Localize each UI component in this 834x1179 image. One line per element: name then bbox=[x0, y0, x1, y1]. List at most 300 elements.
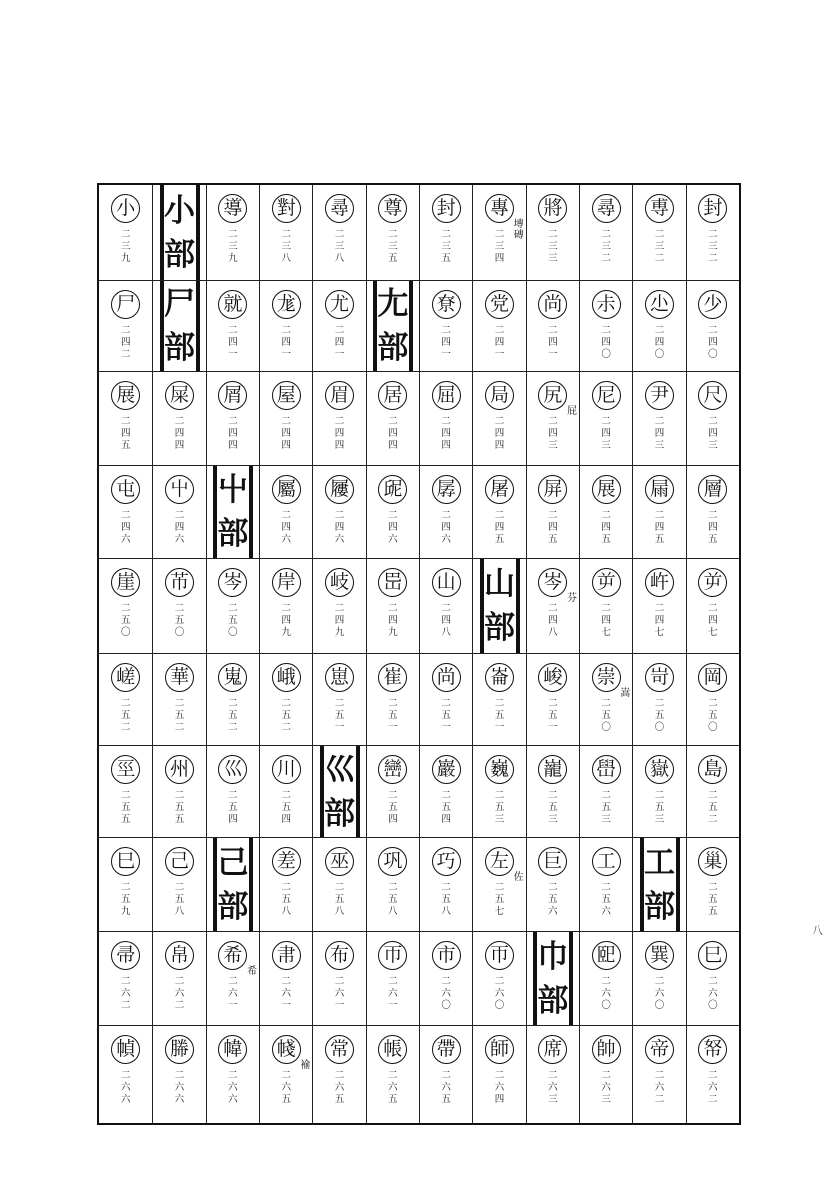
circled-character: 孱 bbox=[432, 475, 461, 504]
index-entry bbox=[579, 466, 632, 558]
index-entry bbox=[312, 185, 365, 280]
index-entry bbox=[472, 932, 525, 1025]
page-number: 二四九 bbox=[281, 603, 291, 638]
circled-character: 崙 bbox=[485, 663, 514, 692]
index-entry bbox=[419, 559, 472, 653]
circled-character: 少 bbox=[698, 290, 727, 319]
character-index-table bbox=[97, 183, 741, 1125]
index-entry bbox=[99, 746, 152, 837]
circled-character: 尗 bbox=[592, 290, 621, 319]
index-entry bbox=[312, 281, 365, 371]
circled-character: 島 bbox=[698, 755, 727, 784]
circled-character: 岑 bbox=[538, 568, 567, 597]
radical-heading-bar bbox=[640, 838, 680, 931]
index-entry bbox=[206, 746, 259, 837]
index-entry bbox=[419, 838, 472, 931]
index-entry bbox=[579, 1026, 632, 1123]
index-entry bbox=[526, 746, 579, 837]
margin-mark: 八 bbox=[812, 924, 823, 937]
circled-character: 屏 bbox=[538, 475, 567, 504]
circled-character: 屈 bbox=[432, 381, 461, 410]
index-entry bbox=[259, 654, 312, 745]
circled-character: 屯 bbox=[111, 475, 140, 504]
page-number: 二五三 bbox=[601, 790, 611, 825]
table-row bbox=[99, 654, 739, 746]
index-entry bbox=[312, 838, 365, 931]
circled-character: 尋 bbox=[325, 194, 354, 223]
radical-heading bbox=[152, 281, 205, 371]
index-entry bbox=[312, 654, 365, 745]
page-number: 二四八 bbox=[548, 603, 558, 638]
page-number: 二五一 bbox=[388, 698, 398, 733]
page-number: 二六二 bbox=[120, 976, 131, 1011]
index-entry bbox=[579, 838, 632, 931]
page-number: 二四一 bbox=[494, 325, 505, 360]
page-number: 二六〇 bbox=[494, 976, 505, 1011]
page-number: 二四五 bbox=[708, 510, 718, 545]
circled-character: 就 bbox=[218, 290, 247, 319]
page-number: 二三二 bbox=[654, 229, 665, 264]
index-entry bbox=[526, 185, 579, 280]
circled-character: 尼 bbox=[592, 381, 621, 410]
circled-character: 嶽 bbox=[645, 755, 674, 784]
index-entry bbox=[686, 559, 739, 653]
page-number: 二三九 bbox=[120, 229, 131, 264]
index-entry bbox=[579, 281, 632, 371]
index-entry bbox=[632, 654, 685, 745]
circled-character: 屮 bbox=[165, 475, 194, 504]
page-number: 二三九 bbox=[228, 229, 238, 264]
circled-character: 崇 bbox=[592, 663, 621, 692]
table-row bbox=[99, 1026, 739, 1123]
index-entry bbox=[99, 559, 152, 653]
index-entry bbox=[259, 559, 312, 653]
page-number: 二五三 bbox=[494, 790, 505, 825]
circled-character: 屚 bbox=[645, 475, 674, 504]
radical-heading-char: 部 bbox=[377, 330, 409, 366]
radical-heading-bar bbox=[480, 559, 520, 653]
index-entry bbox=[472, 372, 525, 465]
circled-character: 展 bbox=[592, 475, 621, 504]
radical-heading-bar bbox=[373, 281, 413, 371]
circled-character: 封 bbox=[432, 194, 461, 223]
table-row bbox=[99, 559, 739, 654]
circled-character: 川 bbox=[272, 755, 301, 784]
page-number: 二六二 bbox=[654, 1070, 665, 1105]
radical-heading-char: 屮 bbox=[217, 472, 249, 508]
page-number: 二六〇 bbox=[708, 976, 718, 1011]
circled-character: 巠 bbox=[111, 755, 140, 784]
page-number: 二五〇 bbox=[708, 698, 718, 733]
page-number: 二四六 bbox=[120, 510, 131, 545]
page-number: 二四六 bbox=[334, 510, 345, 545]
index-entry bbox=[419, 466, 472, 558]
radical-heading-char: 部 bbox=[164, 236, 196, 273]
circled-character: 展 bbox=[111, 381, 140, 410]
page-number: 二四四 bbox=[334, 416, 345, 451]
circled-character: 岊 bbox=[378, 568, 407, 597]
circled-character: 屋 bbox=[272, 381, 301, 410]
page-number: 二四七 bbox=[654, 603, 665, 638]
page-number: 二五四 bbox=[388, 790, 398, 825]
index-entry bbox=[206, 654, 259, 745]
circled-character: 帥 bbox=[592, 1035, 621, 1064]
radical-heading-bar bbox=[320, 746, 360, 837]
page-number: 二四六 bbox=[281, 510, 291, 545]
index-entry bbox=[366, 838, 419, 931]
radical-heading bbox=[152, 185, 205, 280]
circled-character: 工 bbox=[592, 847, 621, 876]
page-number: 二六六 bbox=[174, 1070, 185, 1105]
circled-character: 局 bbox=[485, 381, 514, 410]
index-entry bbox=[366, 654, 419, 745]
index-entry bbox=[99, 185, 152, 280]
page-number: 二五〇 bbox=[654, 698, 665, 733]
circled-character: 屔 bbox=[378, 475, 407, 504]
page-number: 二三五 bbox=[441, 229, 451, 264]
radical-heading-char: 部 bbox=[484, 610, 516, 646]
circled-character: 尻 bbox=[538, 381, 567, 410]
index-entry bbox=[472, 281, 525, 371]
index-entry bbox=[152, 932, 205, 1025]
page-number: 二四六 bbox=[388, 510, 398, 545]
circled-character: 屑 bbox=[218, 381, 247, 410]
page-number: 二六〇 bbox=[601, 976, 611, 1011]
index-entry bbox=[259, 838, 312, 931]
index-entry bbox=[152, 372, 205, 465]
circled-character: 巢 bbox=[698, 847, 727, 876]
radical-heading-char: 尢 bbox=[377, 286, 409, 322]
index-entry bbox=[526, 654, 579, 745]
index-entry bbox=[472, 1026, 525, 1123]
page-number: 二六〇 bbox=[654, 976, 665, 1011]
page-number: 二四〇 bbox=[708, 325, 718, 360]
index-entry bbox=[312, 372, 365, 465]
circled-character: 巛 bbox=[218, 755, 247, 784]
index-entry bbox=[99, 466, 152, 558]
page-number: 二五六 bbox=[601, 882, 611, 917]
page-number: 二三二 bbox=[708, 229, 718, 264]
circled-character: 屠 bbox=[485, 475, 514, 504]
radical-heading-char: 巾 bbox=[537, 938, 569, 975]
circled-character: 封 bbox=[698, 194, 727, 223]
index-entry bbox=[632, 932, 685, 1025]
index-entry bbox=[526, 466, 579, 558]
page-number: 二五二 bbox=[281, 698, 291, 733]
index-entry bbox=[419, 185, 472, 280]
index-entry bbox=[686, 1026, 739, 1123]
page-number: 二五八 bbox=[281, 882, 291, 917]
circled-character: 眉 bbox=[325, 381, 354, 410]
circled-character: 帚 bbox=[111, 941, 140, 970]
page-number: 二四三 bbox=[548, 416, 558, 451]
table-row bbox=[99, 746, 739, 838]
page-number: 二六四 bbox=[494, 1070, 505, 1105]
circled-character: 嶨 bbox=[592, 755, 621, 784]
page-number: 二四五 bbox=[601, 510, 611, 545]
page-number: 二四三 bbox=[708, 416, 718, 451]
index-entry bbox=[419, 1026, 472, 1123]
index-entry bbox=[632, 281, 685, 371]
circled-character: 尺 bbox=[698, 381, 727, 410]
index-entry bbox=[472, 185, 525, 280]
page-number: 二四四 bbox=[441, 416, 451, 451]
page-number: 二四三 bbox=[654, 416, 665, 451]
circled-character: 華 bbox=[165, 663, 194, 692]
index-entry bbox=[206, 372, 259, 465]
index-entry bbox=[686, 838, 739, 931]
radical-heading-bar bbox=[160, 185, 200, 280]
index-entry bbox=[366, 372, 419, 465]
circled-character: 帶 bbox=[432, 1035, 461, 1064]
index-entry bbox=[686, 746, 739, 837]
index-entry bbox=[472, 466, 525, 558]
page-number: 二四四 bbox=[174, 416, 185, 451]
radical-heading-char: 工 bbox=[644, 844, 675, 881]
page-number: 二三四 bbox=[494, 229, 505, 264]
circled-character: 希 bbox=[218, 941, 247, 970]
radical-heading-bar bbox=[160, 281, 200, 371]
circled-character: 巳 bbox=[111, 847, 140, 876]
page-number: 二四九 bbox=[334, 603, 345, 638]
page-number: 二五〇 bbox=[120, 603, 131, 638]
page-number: 二五九 bbox=[120, 882, 131, 917]
page-number: 二六二 bbox=[708, 1070, 718, 1105]
page-number: 二三二 bbox=[601, 229, 611, 264]
index-entry bbox=[579, 185, 632, 280]
radical-heading-char: 小 bbox=[164, 192, 196, 229]
circled-character: 尞 bbox=[432, 290, 461, 319]
page-number: 二四一 bbox=[548, 325, 558, 360]
page-number: 二五三 bbox=[654, 790, 665, 825]
circled-character: 尹 bbox=[645, 381, 674, 410]
index-entry bbox=[366, 559, 419, 653]
circled-character: 帛 bbox=[165, 941, 194, 970]
index-entry bbox=[632, 1026, 685, 1123]
page-number: 二四〇 bbox=[601, 325, 611, 360]
index-entry bbox=[152, 466, 205, 558]
page-number: 二六二 bbox=[174, 976, 185, 1011]
page-number: 二四四 bbox=[228, 416, 238, 451]
page-number: 二四三 bbox=[601, 416, 611, 451]
index-entry bbox=[632, 466, 685, 558]
variant-character: 嵩 bbox=[620, 688, 631, 699]
page-number: 二五五 bbox=[174, 790, 185, 825]
circled-character: 屨 bbox=[325, 475, 354, 504]
index-entry bbox=[99, 372, 152, 465]
page-number: 二五二 bbox=[174, 698, 185, 733]
circled-character: 尸 bbox=[111, 290, 140, 319]
circled-character: 峻 bbox=[538, 663, 567, 692]
radical-heading bbox=[312, 746, 365, 837]
page-number: 二五二 bbox=[708, 790, 718, 825]
radical-heading bbox=[206, 838, 259, 931]
radical-heading bbox=[526, 932, 579, 1025]
page-number: 二五八 bbox=[388, 882, 398, 917]
circled-character: 尨 bbox=[272, 290, 301, 319]
circled-character: 巽 bbox=[645, 941, 674, 970]
circled-character: 党 bbox=[485, 290, 514, 319]
circled-character: 岐 bbox=[325, 568, 354, 597]
index-entry bbox=[366, 185, 419, 280]
index-entry bbox=[632, 372, 685, 465]
page-number: 二五二 bbox=[228, 698, 238, 733]
radical-heading-char: 部 bbox=[164, 330, 196, 366]
circled-character: 巧 bbox=[432, 847, 461, 876]
index-entry bbox=[526, 838, 579, 931]
circled-character: 巃 bbox=[538, 755, 567, 784]
circled-character: 岡 bbox=[698, 663, 727, 692]
index-entry bbox=[152, 838, 205, 931]
page-number: 二五七 bbox=[494, 882, 505, 917]
radical-heading-char: 山 bbox=[484, 566, 516, 602]
radical-heading bbox=[472, 559, 525, 653]
table-row bbox=[99, 932, 739, 1026]
page-number: 二五三 bbox=[548, 790, 558, 825]
circled-character: 帑 bbox=[698, 1035, 727, 1064]
circled-character: 席 bbox=[538, 1035, 567, 1064]
index-entry bbox=[152, 654, 205, 745]
page-number: 二五一 bbox=[334, 698, 345, 733]
variant-character: 希 bbox=[247, 966, 258, 977]
circled-character: 幀 bbox=[111, 1035, 140, 1064]
circled-character: 導 bbox=[218, 194, 247, 223]
page-number: 二六一 bbox=[228, 976, 238, 1011]
page-number: 二六五 bbox=[441, 1070, 451, 1105]
variant-character: 佐 bbox=[513, 872, 524, 883]
circled-character: 尋 bbox=[592, 194, 621, 223]
page-number: 二四九 bbox=[388, 603, 398, 638]
circled-character: 屰 bbox=[592, 568, 621, 597]
radical-heading-bar bbox=[533, 932, 573, 1025]
page-number: 二四一 bbox=[441, 325, 451, 360]
radical-heading bbox=[632, 838, 685, 931]
index-entry bbox=[419, 746, 472, 837]
circled-character: 山 bbox=[432, 568, 461, 597]
circled-character: 帴 bbox=[272, 1035, 301, 1064]
circled-character: 專 bbox=[485, 194, 514, 223]
circled-character: 巫 bbox=[325, 847, 354, 876]
page-number: 二六一 bbox=[281, 976, 291, 1011]
page-number: 二五八 bbox=[334, 882, 345, 917]
index-entry bbox=[152, 559, 205, 653]
variant-character: 褕 bbox=[300, 1060, 311, 1071]
radical-heading-char: 尸 bbox=[164, 286, 196, 322]
page-number: 二五六 bbox=[548, 882, 558, 917]
index-entry bbox=[686, 185, 739, 280]
page-number: 二六一 bbox=[388, 976, 398, 1011]
circled-character: 小 bbox=[111, 194, 140, 223]
index-entry bbox=[579, 372, 632, 465]
index-entry bbox=[206, 281, 259, 371]
table-row bbox=[99, 838, 739, 932]
circled-character: 㞰 bbox=[645, 568, 674, 597]
page-number: 二五四 bbox=[281, 790, 291, 825]
circled-character: 州 bbox=[165, 755, 194, 784]
index-entry bbox=[99, 838, 152, 931]
circled-character: 巸 bbox=[592, 941, 621, 970]
index-entry bbox=[259, 932, 312, 1025]
page-number: 二六六 bbox=[120, 1070, 131, 1105]
circled-character: 芇 bbox=[165, 568, 194, 597]
circled-character: 岢 bbox=[645, 663, 674, 692]
circled-character: 尐 bbox=[645, 290, 674, 319]
index-entry bbox=[472, 746, 525, 837]
index-entry bbox=[632, 559, 685, 653]
index-entry bbox=[312, 1026, 365, 1123]
circled-character: 將 bbox=[538, 194, 567, 223]
table-row bbox=[99, 281, 739, 372]
page-number: 二四一 bbox=[281, 325, 291, 360]
variant-character: 屁 bbox=[567, 406, 578, 417]
index-entry bbox=[632, 185, 685, 280]
index-entry bbox=[312, 932, 365, 1025]
index-entry bbox=[526, 372, 579, 465]
page-number: 二五〇 bbox=[228, 603, 238, 638]
page-number: 二五一 bbox=[548, 698, 558, 733]
index-entry bbox=[686, 281, 739, 371]
page-number: 二五五 bbox=[708, 882, 718, 917]
page-number: 二五四 bbox=[228, 790, 238, 825]
circled-character: 幃 bbox=[218, 1035, 247, 1064]
page-number: 二五四 bbox=[441, 790, 451, 825]
circled-character: 居 bbox=[378, 381, 407, 410]
circled-character: 帇 bbox=[272, 941, 301, 970]
page-number: 二五一 bbox=[441, 698, 451, 733]
circled-character: 對 bbox=[272, 194, 301, 223]
index-entry bbox=[419, 372, 472, 465]
page-number: 二五〇 bbox=[174, 603, 185, 638]
page-number: 二五八 bbox=[441, 882, 451, 917]
circled-character: 布 bbox=[325, 941, 354, 970]
index-entry bbox=[579, 654, 632, 745]
circled-character: 巨 bbox=[538, 847, 567, 876]
circled-character: 嵯 bbox=[111, 663, 140, 692]
index-entry bbox=[632, 746, 685, 837]
index-entry bbox=[366, 746, 419, 837]
circled-character: 尚 bbox=[538, 290, 567, 319]
page-number: 二三八 bbox=[281, 229, 291, 264]
index-entry bbox=[312, 466, 365, 558]
circled-character: 嵬 bbox=[218, 663, 247, 692]
page-number: 二六三 bbox=[601, 1070, 611, 1105]
index-entry bbox=[206, 185, 259, 280]
circled-character: 帀 bbox=[485, 941, 514, 970]
circled-character: 巖 bbox=[432, 755, 461, 784]
index-entry bbox=[366, 932, 419, 1025]
index-entry bbox=[579, 746, 632, 837]
page-number: 二六〇 bbox=[441, 976, 451, 1011]
index-entry bbox=[526, 559, 579, 653]
circled-character: 市 bbox=[432, 941, 461, 970]
index-entry bbox=[419, 932, 472, 1025]
radical-heading bbox=[206, 466, 259, 558]
radical-heading-char: 部 bbox=[217, 516, 249, 552]
index-entry bbox=[259, 372, 312, 465]
page-number: 二四五 bbox=[120, 416, 131, 451]
circled-character: 層 bbox=[698, 475, 727, 504]
index-entry bbox=[206, 1026, 259, 1123]
page-number: 二四四 bbox=[494, 416, 505, 451]
circled-character: 崽 bbox=[325, 663, 354, 692]
radical-heading-char: 部 bbox=[217, 888, 249, 925]
page-number: 二四五 bbox=[494, 510, 505, 545]
index-entry bbox=[259, 746, 312, 837]
page-number: 二四七 bbox=[601, 603, 611, 638]
radical-heading bbox=[366, 281, 419, 371]
circled-character: 尤 bbox=[325, 290, 354, 319]
radical-heading-char: 巛 bbox=[324, 751, 356, 788]
